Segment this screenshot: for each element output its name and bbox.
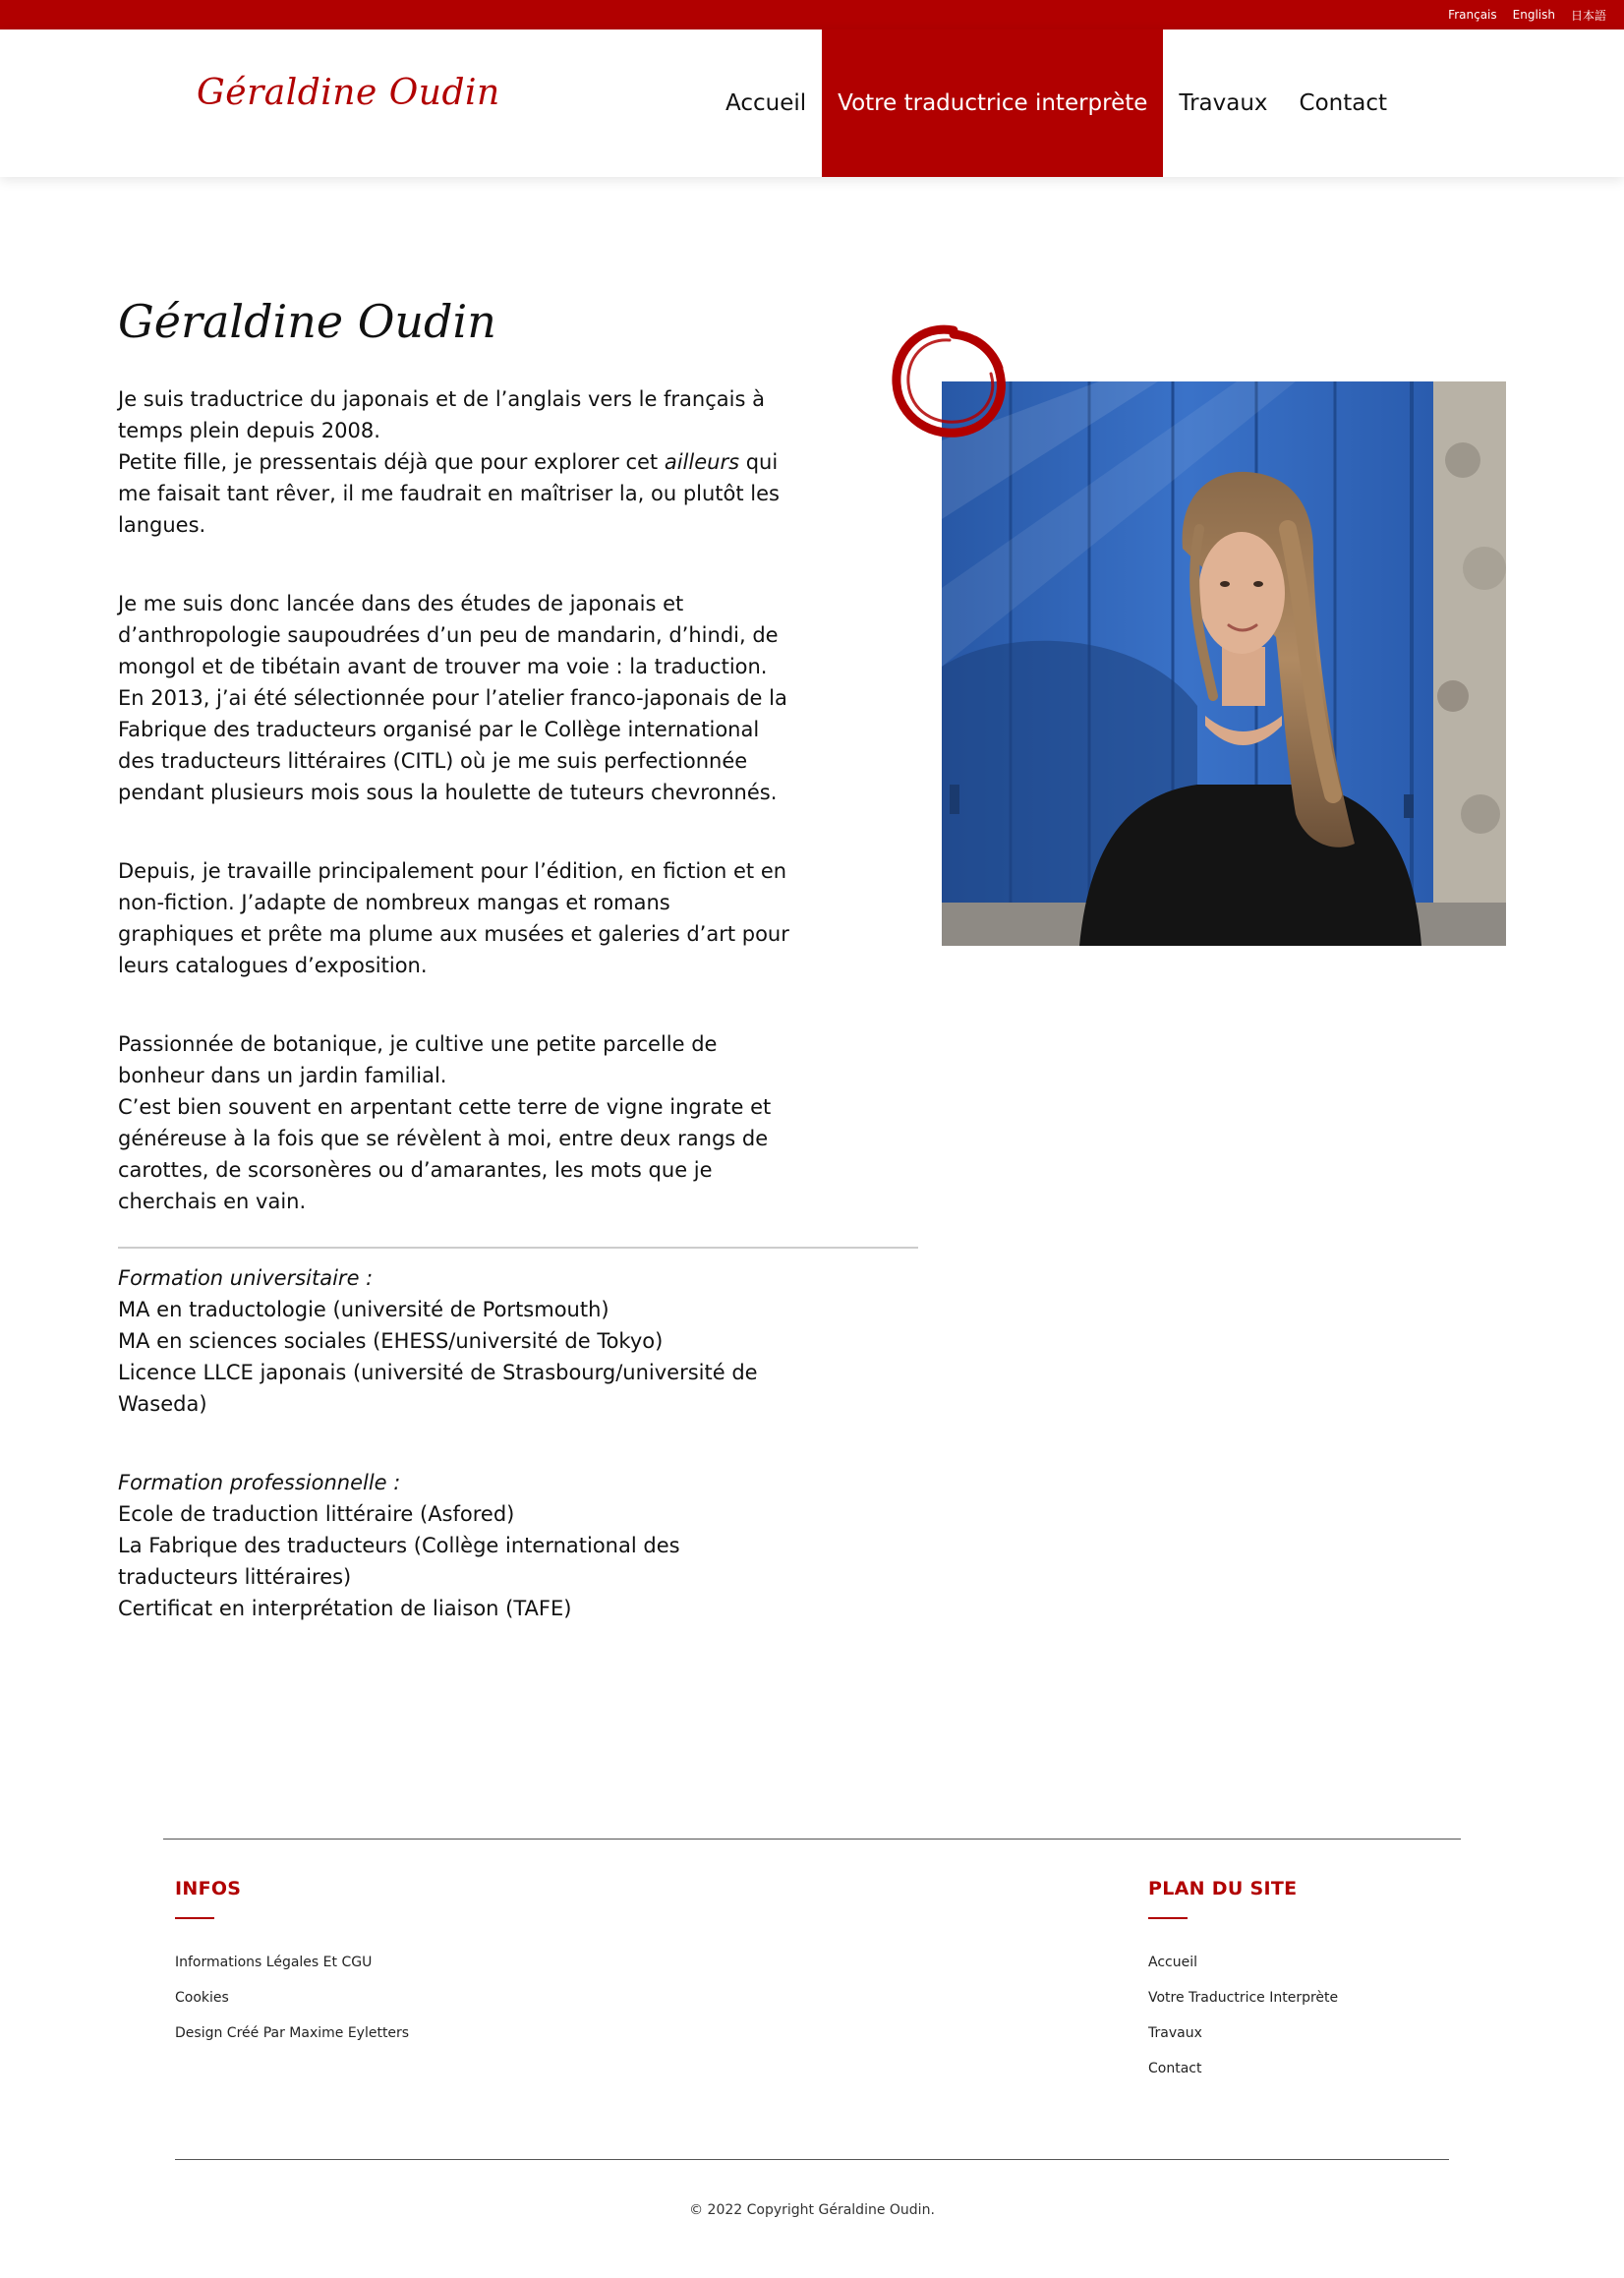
footer-title-underline: [1148, 1917, 1188, 1919]
footer-title-underline: [175, 1917, 214, 1919]
text-line: En 2013, j’ai été sélectionnée pour l’atelier franco-japonais de la: [118, 686, 787, 710]
formation-heading: Formation universitaire :: [118, 1266, 374, 1290]
footer-plan: [1148, 1878, 1338, 2086]
bio-paragraph-1: [118, 383, 826, 541]
text-line: MA en traductologie (université de Portsmouth): [118, 1298, 609, 1321]
text-line: Je me suis donc lancée dans des études de japonais et: [118, 592, 684, 615]
text-line: Je suis traductrice du japonais et de l’anglais vers le français à: [118, 387, 765, 411]
text-line: Certificat en interprétation de liaison (TAFE): [118, 1597, 572, 1620]
text-line: cherchais en vain.: [118, 1190, 307, 1213]
lang-english-link[interactable]: English: [1512, 8, 1555, 22]
footer-divider-bottom: [175, 2159, 1449, 2160]
text-line: carottes, de scorsonères ou d’amarantes, les mots que je: [118, 1158, 713, 1182]
text-line: Licence LLCE japonais (université de Strasbourg/université de: [118, 1361, 758, 1384]
portrait-illustration: [942, 381, 1506, 946]
main-content: [118, 295, 826, 1217]
text-line: non-fiction. J’adapte de nombreux mangas et romans: [118, 891, 670, 914]
text-line: La Fabrique des traducteurs (Collège international des: [118, 1534, 680, 1557]
text-line: C’est bien souvent en arpentant cette terre de vigne ingrate et: [118, 1095, 772, 1119]
enso-circle-icon: [885, 319, 1013, 446]
main-nav: [710, 29, 1403, 177]
text-line: langues.: [118, 513, 206, 537]
copyright-text: © 2022 Copyright Géraldine Oudin.: [689, 2202, 935, 2218]
language-list: [1448, 0, 1606, 29]
text-line: me faisait tant rêver, il me faudrait en maîtriser la, ou plutôt les: [118, 482, 780, 505]
nav-item-accueil[interactable]: Accueil: [725, 90, 807, 116]
formation-universitaire: [118, 1262, 826, 1420]
lang-francais-link[interactable]: Français: [1448, 8, 1497, 22]
text-line: MA en sciences sociales (EHESS/université de Tokyo): [118, 1329, 664, 1353]
nav-item-travaux[interactable]: Travaux: [1179, 90, 1268, 116]
nav-item-contact[interactable]: Contact: [1299, 90, 1388, 116]
footer-plan-title: PLAN DU SITE: [1148, 1878, 1298, 1899]
nav-item-traductrice[interactable]: Votre traductrice interprète: [822, 29, 1163, 177]
bio-paragraph-3: [118, 855, 826, 981]
footer-link-contact[interactable]: Contact: [1148, 2061, 1202, 2076]
footer-link-design[interactable]: Design Créé Par Maxime Eyletters: [175, 2025, 410, 2041]
text-line: Passionnée de botanique, je cultive une petite parcelle de: [118, 1032, 718, 1056]
lang-japanese-link[interactable]: 日本語: [1570, 8, 1606, 23]
site-logo[interactable]: Géraldine Oudin: [197, 73, 500, 113]
bio-paragraph-4: [118, 1028, 826, 1217]
footer-link-traductrice[interactable]: Votre Traductrice Interprète: [1148, 1990, 1339, 2006]
language-bar: [0, 0, 1624, 29]
footer-link-cookies[interactable]: Cookies: [175, 1990, 229, 2006]
footer-link-accueil[interactable]: Accueil: [1148, 1955, 1197, 1970]
text-line: Depuis, je travaille principalement pour l’édition, en fiction et en: [118, 859, 787, 883]
footer-link-legal[interactable]: Informations Légales Et CGU: [175, 1955, 373, 1970]
text-line: bonheur dans un jardin familial.: [118, 1064, 447, 1087]
text-line: leurs catalogues d’exposition.: [118, 954, 428, 977]
text-line: traducteurs littéraires): [118, 1565, 352, 1589]
footer-infos-title: INFOS: [175, 1878, 242, 1899]
text-line: pendant plusieurs mois sous la houlette de tuteurs chevronnés.: [118, 781, 778, 804]
text-line: graphiques et prête ma plume aux musées et galeries d’art pour: [118, 922, 789, 946]
text-line: Waseda): [118, 1392, 207, 1416]
bio-paragraph-2: [118, 588, 826, 808]
footer-link-travaux[interactable]: Travaux: [1148, 2025, 1202, 2041]
text-line: temps plein depuis 2008.: [118, 419, 380, 442]
formation-heading: Formation professionnelle :: [118, 1471, 401, 1494]
text-line: des traducteurs littéraires (CITL) où je me suis perfectionnée: [118, 749, 748, 773]
text-line: généreuse à la fois que se révèlent à moi, entre deux rangs de: [118, 1127, 769, 1150]
text-line: Fabrique des traducteurs organisé par le Collège international: [118, 718, 760, 741]
section-divider: [118, 1247, 918, 1249]
text-line: Petite fille, je pressentais déjà que pour explorer cet ailleurs qui: [118, 450, 779, 474]
portrait-photo: [942, 381, 1506, 946]
text-line: Ecole de traduction littéraire (Asfored): [118, 1502, 515, 1526]
text-line: mongol et de tibétain avant de trouver ma voie : la traduction.: [118, 655, 768, 678]
footer-infos: [175, 1878, 409, 2051]
footer-divider-top: [163, 1839, 1461, 1840]
site-header: [0, 29, 1624, 177]
page-title: Géraldine Oudin: [118, 295, 496, 348]
formation-professionnelle: [118, 1467, 826, 1624]
text-line: d’anthropologie saupoudrées d’un peu de mandarin, d’hindi, de: [118, 623, 779, 647]
